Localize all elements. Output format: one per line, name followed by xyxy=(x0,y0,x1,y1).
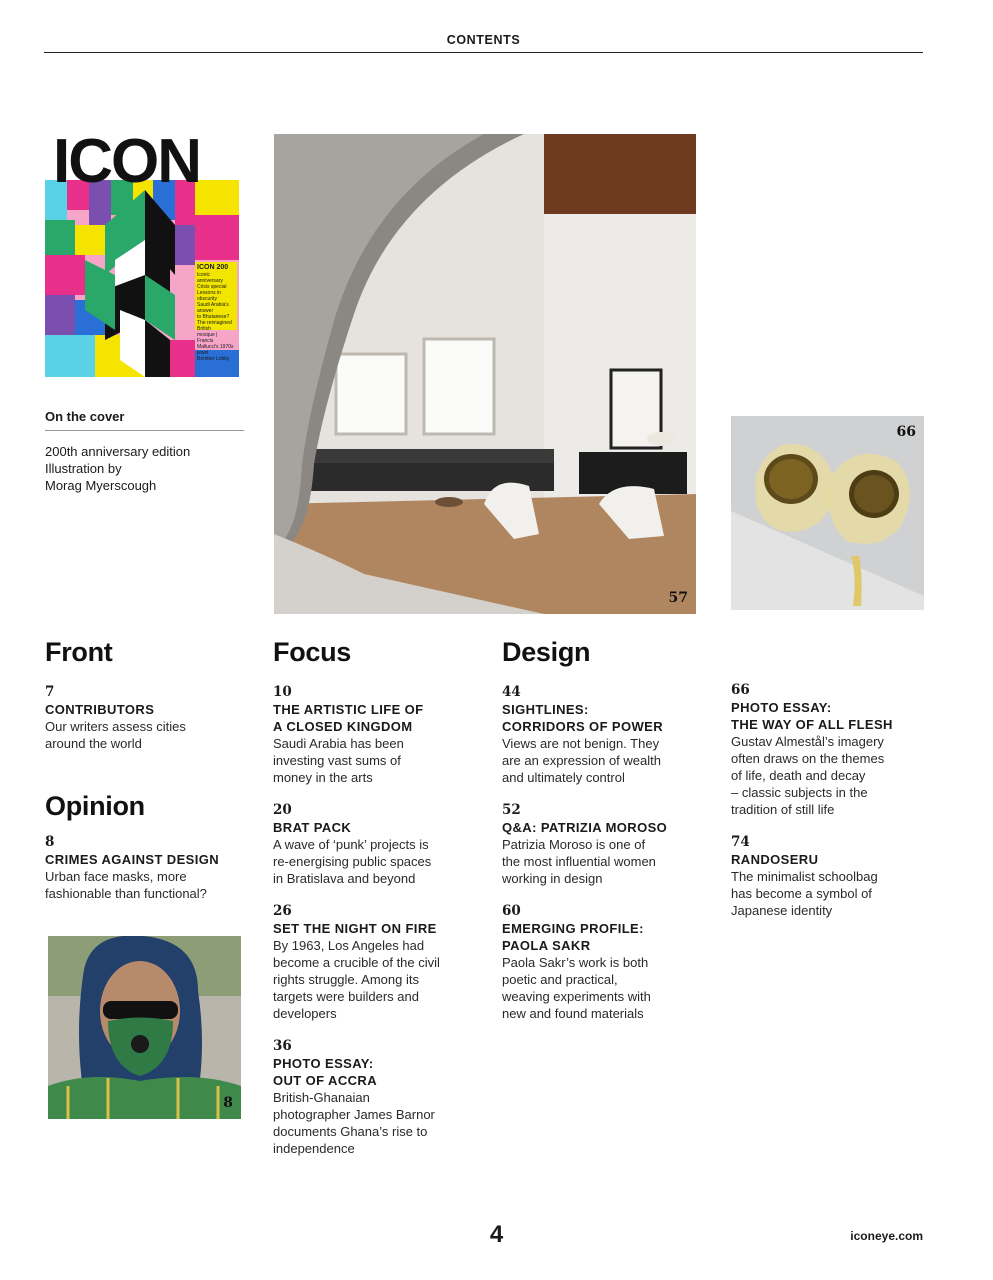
entry-title: CRIMES AGAINST DESIGN xyxy=(45,852,220,867)
eggs-illustration xyxy=(731,416,924,610)
contents-entry[interactable] xyxy=(45,834,260,902)
contents-entry[interactable] xyxy=(502,903,717,1022)
entry-description: new and found materials xyxy=(502,1006,644,1021)
cover-box-line: Lessons in obscurity xyxy=(197,290,221,302)
entry-description: are an expression of wealth xyxy=(502,753,661,768)
entry-description: around the world xyxy=(45,736,142,751)
page-header xyxy=(44,33,923,53)
entry-description: Paola Sakr’s work is both xyxy=(502,955,649,970)
entry-description: has become a symbol of xyxy=(731,886,872,901)
entry-title: PAOLA SAKR xyxy=(502,938,591,953)
entry-description: working in design xyxy=(502,871,603,886)
entry-page-number: 10 xyxy=(273,684,292,700)
entry-page-number: 66 xyxy=(731,682,750,698)
contents-entry[interactable] xyxy=(502,802,717,887)
cover-text-box xyxy=(195,262,237,362)
cover-box-line: Crisis special xyxy=(197,284,227,290)
entry-page-number: 44 xyxy=(502,684,521,700)
cover-box-title: ICON 200 xyxy=(197,264,229,271)
cover-caption-line: Morag Myerscough xyxy=(45,478,157,493)
photo-page-number: 57 xyxy=(668,590,688,606)
cover-caption-line: 200th anniversary edition xyxy=(45,444,191,459)
entry-title: THE WAY OF ALL FLESH xyxy=(731,717,893,732)
entry-description: become a crucible of the civil xyxy=(273,955,440,970)
entry-description: of life, death and decay xyxy=(731,768,866,783)
entry-title: RANDOSERU xyxy=(731,852,819,867)
entry-description: Gustav Almestål’s imagery xyxy=(731,734,884,749)
photo-page-number: 66 xyxy=(896,424,916,440)
entry-title: THE ARTISTIC LIFE OF xyxy=(273,702,424,717)
cover-box-line: Mallucci's 1970s jewel xyxy=(197,344,234,356)
photo-page-number: 8 xyxy=(223,1095,233,1111)
section-design-continued xyxy=(731,682,946,919)
section-title-opinion: Opinion xyxy=(45,791,145,821)
entry-description: in Bratislava and beyond xyxy=(273,871,416,886)
site-url[interactable]: iconeye.com xyxy=(850,1229,923,1243)
interior-illustration xyxy=(274,134,696,614)
entry-description: independence xyxy=(273,1141,355,1156)
entry-title: EMERGING PROFILE: xyxy=(502,921,644,936)
entry-page-number: 20 xyxy=(273,802,292,818)
section-title-focus: Focus xyxy=(273,637,352,667)
entry-description: Views are not benign. They xyxy=(502,736,660,751)
contents-entry[interactable] xyxy=(731,834,946,919)
header-title: CONTENTS xyxy=(446,33,521,47)
entry-title: PHOTO ESSAY: xyxy=(273,1056,374,1071)
cover-box-line: Iconic anniversary xyxy=(197,272,223,284)
entry-description: and ultimately control xyxy=(502,770,625,785)
entry-description: fashionable than functional? xyxy=(45,886,207,901)
cover-box-line: to Bhutanese? xyxy=(197,314,230,320)
interior-photo xyxy=(274,134,696,614)
entry-description: the most influential women xyxy=(502,854,656,869)
entry-description: British-Ghanaian xyxy=(273,1090,370,1105)
cover-caption xyxy=(45,443,245,494)
entry-title: SET THE NIGHT ON FIRE xyxy=(273,921,437,936)
entry-description: Urban face masks, more xyxy=(45,869,187,884)
entry-title: CORRIDORS OF POWER xyxy=(502,719,664,734)
entry-page-number: 60 xyxy=(502,903,521,919)
cover-box-line: The reimagined British xyxy=(197,320,232,332)
entry-page-number: 7 xyxy=(45,684,55,700)
entry-page-number: 26 xyxy=(273,903,292,919)
section-title-design: Design xyxy=(502,637,591,667)
entry-description: poetic and practical, xyxy=(502,972,618,987)
entry-description: The minimalist schoolbag xyxy=(731,869,878,884)
entry-description: – classic subjects in the xyxy=(731,785,868,800)
contents-entry[interactable] xyxy=(45,684,260,752)
entry-description: Saudi Arabia has been xyxy=(273,736,404,751)
cover-logo: ICON xyxy=(53,134,200,196)
contents-entry[interactable] xyxy=(273,684,488,786)
entry-description: investing vast sums of xyxy=(273,753,401,768)
entry-page-number: 74 xyxy=(731,834,750,850)
eggs-photo xyxy=(731,416,924,610)
section-design xyxy=(502,637,717,1022)
entry-title: A CLOSED KINGDOM xyxy=(273,719,413,734)
section-focus xyxy=(273,637,488,1157)
entry-description: often draws on the themes xyxy=(731,751,885,766)
contents-entry[interactable] xyxy=(731,682,946,818)
contents-entry[interactable] xyxy=(273,802,488,887)
entry-description: developers xyxy=(273,1006,337,1021)
entry-title: OUT OF ACCRA xyxy=(273,1073,377,1088)
entry-title: PHOTO ESSAY: xyxy=(731,700,832,715)
magazine-cover-image xyxy=(45,134,239,377)
face-mask-illustration xyxy=(48,936,241,1119)
entry-description: Patrizia Moroso is one of xyxy=(502,837,646,852)
entry-title: BRAT PACK xyxy=(273,820,352,835)
page-number: 4 xyxy=(489,1221,504,1248)
entry-title: SIGHTLINES: xyxy=(502,702,589,717)
contents-entry[interactable] xyxy=(502,684,717,786)
entry-page-number: 36 xyxy=(273,1038,292,1054)
section-title-front: Front xyxy=(45,637,113,667)
entry-page-number: 8 xyxy=(45,834,55,850)
entry-description: rights struggle. Among its xyxy=(273,972,419,987)
contents-entry[interactable] xyxy=(273,1038,488,1157)
contents-entry[interactable] xyxy=(273,903,488,1022)
entry-description: photographer James Barnor xyxy=(273,1107,435,1122)
entry-description: weaving experiments with xyxy=(502,989,651,1004)
entry-description: re-energising public spaces xyxy=(273,854,432,869)
entry-description: A wave of ‘punk’ projects is xyxy=(273,837,429,852)
entry-description: tradition of still life xyxy=(731,802,835,817)
cover-box-line: Bomber Lobby xyxy=(197,356,230,362)
cover-caption-line: Illustration by xyxy=(45,461,122,476)
cover-box-line: mosque | Francis xyxy=(197,332,218,344)
cover-box-line: Saudi Arabia's answer xyxy=(197,302,229,314)
entry-description: documents Ghana’s rise to xyxy=(273,1124,428,1139)
entry-page-number: 52 xyxy=(502,802,521,818)
entry-description: Japanese identity xyxy=(731,903,833,918)
section-front xyxy=(45,637,260,752)
entry-description: By 1963, Los Angeles had xyxy=(273,938,425,953)
face-mask-photo xyxy=(48,936,241,1119)
entry-description: Our writers assess cities xyxy=(45,719,186,734)
section-opinion xyxy=(45,791,260,902)
cover-caption-title: On the cover xyxy=(45,409,244,431)
entry-description: targets were builders and xyxy=(273,989,419,1004)
entry-title: Q&A: PATRIZIA MOROSO xyxy=(502,820,668,835)
entry-description: money in the arts xyxy=(273,770,373,785)
entry-title: CONTRIBUTORS xyxy=(45,702,155,717)
